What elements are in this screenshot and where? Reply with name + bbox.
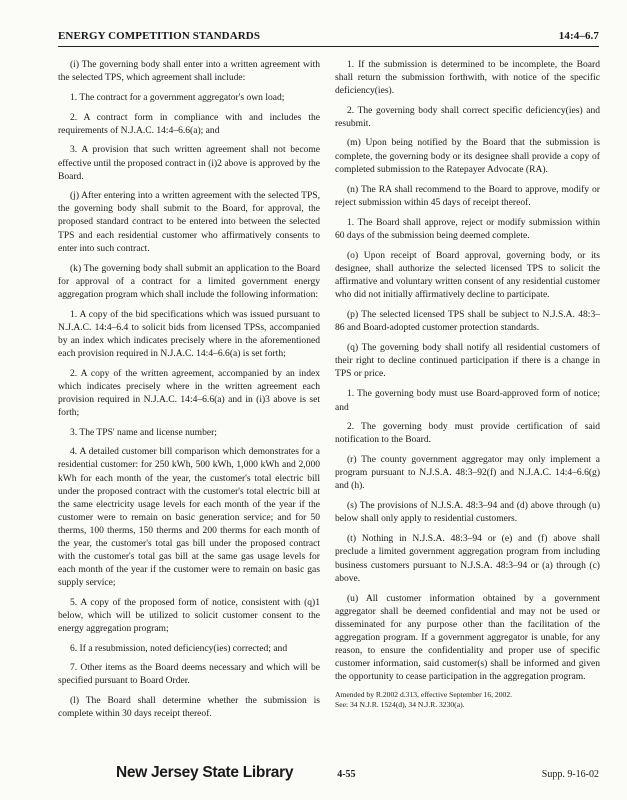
page-number: 4-55 — [337, 769, 356, 780]
paragraph-k: (k) The governing body shall submit an application to the Board for approval of a contract for a limited government energy aggregation program which shall include the following information: — [58, 262, 320, 300]
paragraph-q: (q) The governing body shall notify all residential customers of their right to decline continued participation if there is a change in TPS or price. — [335, 342, 600, 380]
paragraph-k-6: 6. If a resubmission, noted deficiency(ies) corrected; and — [70, 642, 288, 654]
paragraph-o: (o) Upon receipt of Board approval, governing body, or its designee, shall authorize the selected licensed TPS to solicit the affirmative and voluntary written consent of any residential customer who did not initially affirmatively decline to participate. — [335, 249, 600, 300]
paragraph-k-7: 7. Other items as the Board deems necessary and which will be specified pursuant to Board Order. — [58, 662, 320, 687]
page-footer — [116, 764, 599, 782]
running-header — [58, 30, 599, 42]
paragraph-i: (i) The governing body shall enter into a written agreement with the selected TPS, which agreement shall include: — [58, 59, 320, 84]
paragraph-l-2: 2. The governing body shall correct specific deficiency(ies) and resubmit. — [335, 104, 600, 129]
paragraph-k-4: 4. A detailed customer bill comparison which demonstrates for a residential customer: for 250 kWh, 500 kWh, 1,000 kWh and 2,000 kWh for each month of the year, the customer's total electric bill under the proposed contract with the customer's total electric bill at the same electricity usage levels for each month of the year if the customer were to remain on basic generation service; and for 50 therms, 100 therms, 150 therms and 200 therms for each month of the year, the customer's total gas bill under the proposed contract with the customer's total gas bill at the same gas usage levels for each month of the year if the customer were to remain on basic gas supply service; — [58, 446, 320, 589]
amendment-line-2: See: 34 N.J.R. 1524(d), 34 N.J.R. 3230(a). — [335, 700, 465, 710]
paragraph-l: (l) The Board shall determine whether the submission is complete within 30 days receipt thereof. — [58, 694, 320, 720]
paragraph-t: (t) Nothing in N.J.S.A. 48:3–94 or (e) and (f) above shall preclude a limited government aggregation program from including business customers pursuant to N.J.S.A. 48:3–94 or (a) through (c) above. — [335, 533, 600, 584]
paragraph-i-2: 2. A contract form in compliance with and includes the requirements of N.J.A.C. 14:4–6.6(a); and — [58, 111, 320, 136]
paragraph-k-3: 3. The TPS' name and license number; — [70, 426, 217, 438]
amendment-line-1: Amended by R.2002 d.313, effective September 16, 2002. — [335, 690, 513, 700]
paragraph-u: (u) All customer information obtained by a government aggregator shall be deemed confidential and may not be used or disseminated for any purpose other than the facilitation of the aggregation program. If a government aggregator is unable, for any reason, to ensure the confidentiality and proper use of specific customer information, said customer(s) shall be informed and given the opportunity to cease participation in the aggregation program. — [335, 592, 600, 683]
library-name: New Jersey State Library — [116, 764, 294, 781]
paragraph-j: (j) After entering into a written agreement with the selected TPS, the governing body shall submit to the Board, for approval, the proposed standard contract to be entered into between the selected TPS and each residential customer who affirmatively consents to enter into such contract. — [58, 190, 320, 254]
paragraph-r: (r) The county government aggregator may only implement a program pursuant to N.J.S.A. 48:3–92(f) and N.J.A.C. 14:4–6.6(g) and (h). — [335, 453, 600, 492]
paragraph-s: (s) The provisions of N.J.S.A. 48:3–94 and (d) above through (u) below shall only apply to residential customers. — [335, 500, 600, 525]
paragraph-q-1: 1. The governing body must use Board-approved form of notice; and — [335, 388, 600, 413]
right-column — [335, 58, 600, 710]
paragraph-n-1: 1. The Board shall approve, reject or modify submission within 60 days of the submission being deemed complete. — [335, 216, 600, 242]
paragraph-q-2: 2. The governing body must provide certification of said notification to the Board. — [335, 421, 600, 446]
paragraph-i-1: 1. The contract for a government aggregator's own load; — [70, 92, 285, 104]
paragraph-m: (m) Upon being notified by the Board that the submission is complete, the governing body or its designee shall provide a copy of completed submission to the Ratepayer Advocate (RA). — [335, 137, 600, 175]
header-rule — [58, 46, 599, 47]
paragraph-l-1: 1. If the submission is determined to be incomplete, the Board shall return the submission forthwith, with notice of the specific deficiency(ies). — [335, 59, 600, 97]
paragraph-k-2: 2. A copy of the written agreement, accompanied by an index which indicates precisely where in the written agreement each provision required in N.J.A.C. 14:4–6.6(a) and in (i)3 above is set forth; — [58, 367, 320, 419]
paragraph-i-3: 3. A provision that such written agreement shall not become effective until the proposed contract in (i)2 above is approved by the Board. — [58, 144, 320, 182]
header-title: ENERGY COMPETITION STANDARDS — [58, 30, 261, 42]
left-column — [58, 58, 320, 727]
supplement-date: Supp. 9-16-02 — [541, 769, 599, 780]
paragraph-p: (p) The selected licensed TPS shall be subject to N.J.S.A. 48:3–86 and Board-adopted customer protection standards. — [335, 309, 600, 334]
header-section-number: 14:4–6.7 — [558, 30, 599, 42]
paragraph-k-1: 1. A copy of the bid specifications which was issued pursuant to N.J.A.C. 14:4–6.4 to solicit bids from licensed TPSs, accompanied by an index which indicates precisely where in the aforementioned each provision required in N.J.A.C. 14:4–6.6(a) is set forth; — [58, 309, 320, 360]
paragraph-n: (n) The RA shall recommend to the Board to approve, modify or reject submission within 45 days of receipt thereof. — [335, 183, 600, 208]
amendment-note — [335, 690, 600, 710]
paragraph-k-5: 5. A copy of the proposed form of notice, consistent with (q)1 below, which will be utilized to solicit customer consent to the energy aggregation program; — [58, 596, 320, 635]
